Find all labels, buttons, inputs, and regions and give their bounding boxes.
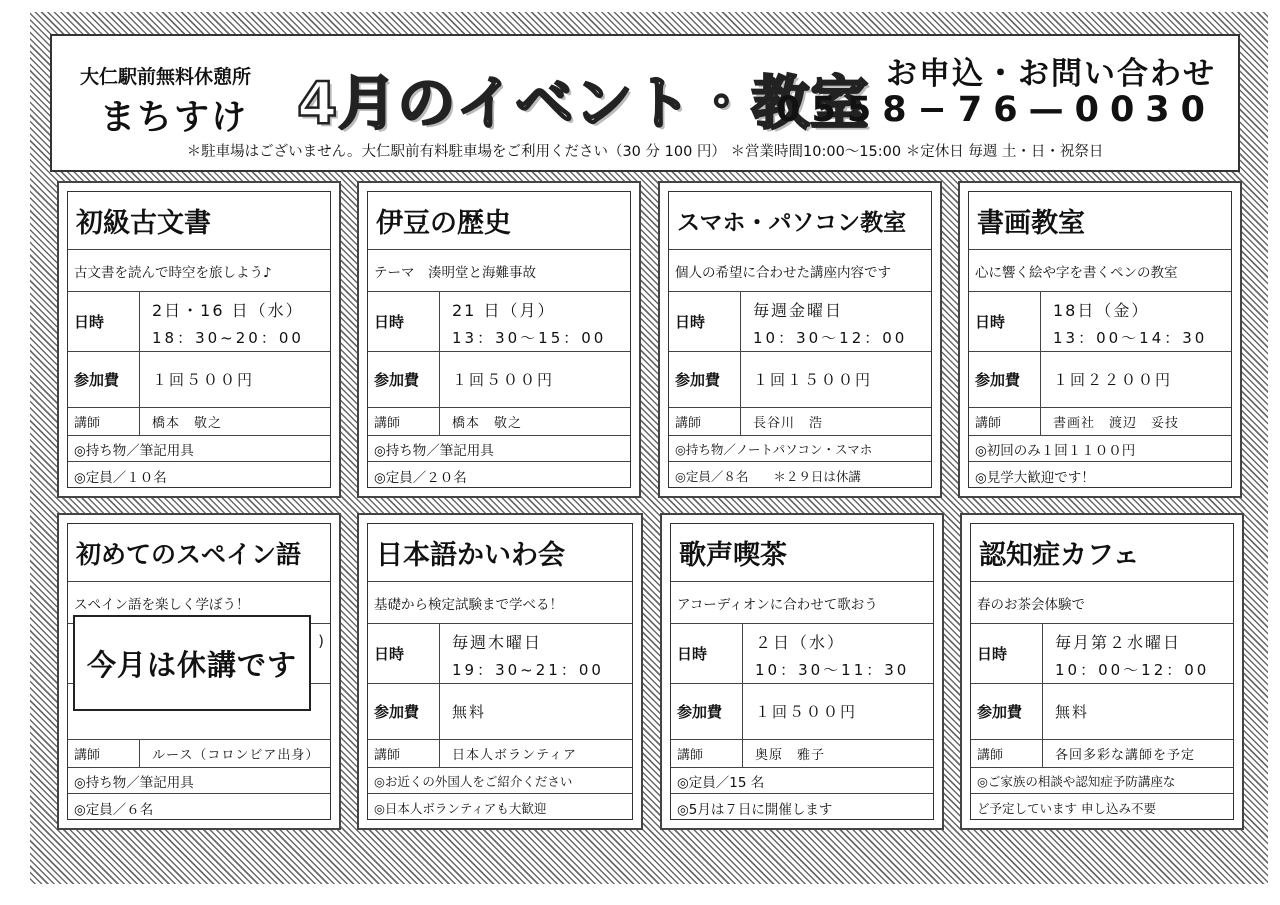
instructor-label: 講師 <box>971 740 1043 767</box>
datetime-label: 日時 <box>368 292 440 351</box>
event-card-inner <box>367 523 633 820</box>
fee-label: 参加費 <box>669 352 741 407</box>
event-note: ◎見学大歓迎です！ <box>975 470 1095 486</box>
event-time: 13：00～14：30 <box>1053 329 1208 347</box>
event-note: ◎お近くの外国人をご紹介ください <box>368 768 632 794</box>
event-title: 伊豆の歴史 <box>368 192 630 250</box>
event-instructor: 日本人ボランティア <box>452 748 577 763</box>
instructor-label: 講師 <box>969 408 1041 435</box>
event-card-japanese-conversation <box>357 513 643 830</box>
event-note: ◎持ち物／ノートパソコン・スマホ <box>669 436 931 462</box>
event-date: 毎月第２水曜日 <box>1055 633 1182 652</box>
instructor-label: 講師 <box>68 408 140 435</box>
datetime-label: 日時 <box>669 292 741 351</box>
event-instructor: ルース（コロンビア出身） <box>152 748 320 763</box>
event-time: 10：30～12：00 <box>753 329 908 347</box>
event-card-singing-cafe <box>660 513 944 830</box>
event-title: 日本語かいわ会 <box>368 524 632 582</box>
event-instructor: 橋本 敬之 <box>452 416 523 431</box>
event-datetime-row <box>969 292 1231 352</box>
parking-hours-notice: ＊駐車場はございません。大仁駅前有料駐車場をご利用ください（30 分 100 円） ＊営業時間10:00〜15:00 ＊定休日 毎週 土・日・祝祭日 <box>186 144 1104 160</box>
event-fee: １回１５００円 <box>753 371 873 389</box>
event-card-inner <box>970 523 1234 820</box>
contact-phone: 0558−76—0030 <box>776 90 1216 130</box>
event-tagline: スペイン語を楽しく学ぼう！ <box>68 582 330 624</box>
event-card-komonjo <box>57 181 341 498</box>
event-note: ◎定員／15 名 <box>671 768 933 794</box>
event-note: ◎5月は７日に開催します <box>677 802 833 818</box>
fee-label: 参加費 <box>671 684 743 739</box>
event-note: ◎初回のみ１回１１００円 <box>969 436 1231 462</box>
event-date: ２日（水） <box>755 633 846 652</box>
event-note: ◎持ち物／筆記用具 <box>68 436 330 462</box>
event-card-spanish <box>57 513 341 830</box>
event-date: 毎週木曜日 <box>452 633 543 652</box>
event-card-inner <box>670 523 934 820</box>
fee-label: 参加費 <box>368 684 440 739</box>
instructor-label: 講師 <box>368 740 440 767</box>
event-title: スマホ・パソコン教室 <box>669 192 931 250</box>
cancelled-notice: 今月は休講です <box>73 615 311 711</box>
event-title: 初級古文書 <box>68 192 330 250</box>
event-card-inner <box>67 191 331 488</box>
event-time: 18：30~20：00 <box>152 329 304 347</box>
event-card-smartphone-pc <box>658 181 942 498</box>
event-datetime-row <box>671 624 933 684</box>
instructor-label: 講師 <box>68 740 140 767</box>
instructor-label: 講師 <box>669 408 741 435</box>
contact-label: お申込・お問い合わせ <box>886 56 1216 92</box>
event-note: ◎日本人ボランティアも大歓迎 <box>374 801 547 816</box>
datetime-label: 日時 <box>971 624 1043 683</box>
event-note: ◎定員／２０名 <box>374 470 467 486</box>
event-fee: 無料 <box>1055 703 1090 721</box>
partial-bracket: ) <box>318 632 324 650</box>
instructor-label: 講師 <box>368 408 440 435</box>
event-instructor-row <box>68 740 330 768</box>
event-fee-row <box>669 352 931 408</box>
event-title: 書画教室 <box>969 192 1231 250</box>
fee-label: 参加費 <box>368 352 440 407</box>
event-fee: １回５００円 <box>452 371 555 389</box>
event-time: 19：30~21：00 <box>452 661 604 679</box>
event-note: ◎ご家族の相談や認知症予防講座な <box>971 768 1233 794</box>
event-instructor-row <box>669 408 931 436</box>
event-time: 10：30～11：30 <box>755 661 910 679</box>
datetime-label: 日時 <box>68 292 140 351</box>
event-instructor: 書画社 渡辺 妥技 <box>1053 416 1180 431</box>
event-datetime-row <box>68 292 330 352</box>
fee-label: 参加費 <box>68 352 140 407</box>
event-datetime-row <box>368 292 630 352</box>
event-date: 21 日（月） <box>452 301 556 320</box>
event-card-inner <box>668 191 932 488</box>
event-tagline: 心に響く絵や字を書くペンの教室 <box>969 250 1231 292</box>
event-fee-row <box>368 352 630 408</box>
event-note: ◎持ち物／筆記用具 <box>368 436 630 462</box>
event-date: 18日（金） <box>1053 301 1150 320</box>
event-fee-row <box>969 352 1231 408</box>
event-instructor: 長谷川 浩 <box>753 416 824 431</box>
fee-label: 参加費 <box>971 684 1043 739</box>
event-title: 認知症カフェ <box>971 524 1233 582</box>
event-fee-row <box>971 684 1233 740</box>
event-tagline: アコーディオンに合わせて歌おう <box>671 582 933 624</box>
event-note: ◎定員／１０名 <box>74 470 167 486</box>
event-card-izu-history <box>357 181 641 498</box>
event-fee: １回５００円 <box>755 703 858 721</box>
event-instructor: 橋本 敬之 <box>152 416 223 431</box>
event-fee: １回２２００円 <box>1053 371 1173 389</box>
event-datetime-row <box>971 624 1233 684</box>
event-title: 歌声喫茶 <box>671 524 933 582</box>
event-date: 2日・16 日（水） <box>152 301 304 320</box>
event-card-dementia-cafe <box>960 513 1244 830</box>
datetime-label: 日時 <box>671 624 743 683</box>
event-note: ◎持ち物／筆記用具 <box>68 768 330 794</box>
event-time: 10：00～12：00 <box>1055 661 1210 679</box>
flyer-header <box>50 34 1240 172</box>
event-tagline: テーマ 湊明堂と海難事故 <box>368 250 630 292</box>
venue-subtitle: 大仁駅前無料休憩所 <box>80 66 252 88</box>
event-note: ◎定員／８名 ＊２９日は休講 <box>675 469 861 484</box>
flyer-title: 4月のイベント・教室 <box>297 69 870 137</box>
event-instructor: 奥原 雅子 <box>755 748 826 763</box>
event-title: 初めてのスペイン語 <box>68 524 330 582</box>
event-instructor-row <box>971 740 1233 768</box>
event-note: ◎定員／６名 <box>74 802 154 818</box>
event-note: ど予定しています 申し込み不要 <box>977 801 1156 816</box>
event-instructor-row <box>671 740 933 768</box>
event-fee: １回５００円 <box>152 371 255 389</box>
event-instructor-row <box>368 408 630 436</box>
datetime-label: 日時 <box>969 292 1041 351</box>
event-fee-row <box>368 684 632 740</box>
event-tagline: 春のお茶会体験で <box>971 582 1233 624</box>
event-card-inner <box>968 191 1232 488</box>
event-instructor: 各回多彩な講師を予定 <box>1055 748 1196 763</box>
event-fee-row <box>68 352 330 408</box>
event-card-calligraphy <box>958 181 1242 498</box>
event-date: 毎週金曜日 <box>753 301 844 320</box>
event-tagline: 古文書を読んで時空を旅しよう♪ <box>68 250 330 292</box>
event-fee: 無料 <box>452 703 487 721</box>
instructor-label: 講師 <box>671 740 743 767</box>
event-tagline: 個人の希望に合わせた講座内容です <box>669 250 931 292</box>
event-datetime-row <box>368 624 632 684</box>
event-instructor-row <box>368 740 632 768</box>
event-instructor-row <box>68 408 330 436</box>
event-instructor-row <box>969 408 1231 436</box>
fee-label: 参加費 <box>969 352 1041 407</box>
venue-name: まちすけ <box>100 98 249 138</box>
event-fee-row <box>671 684 933 740</box>
event-card-inner <box>367 191 631 488</box>
event-tagline: 基礎から検定試験まで学べる！ <box>368 582 632 624</box>
datetime-label: 日時 <box>368 624 440 683</box>
event-datetime-row <box>669 292 931 352</box>
event-time: 13：30～15：00 <box>452 329 607 347</box>
